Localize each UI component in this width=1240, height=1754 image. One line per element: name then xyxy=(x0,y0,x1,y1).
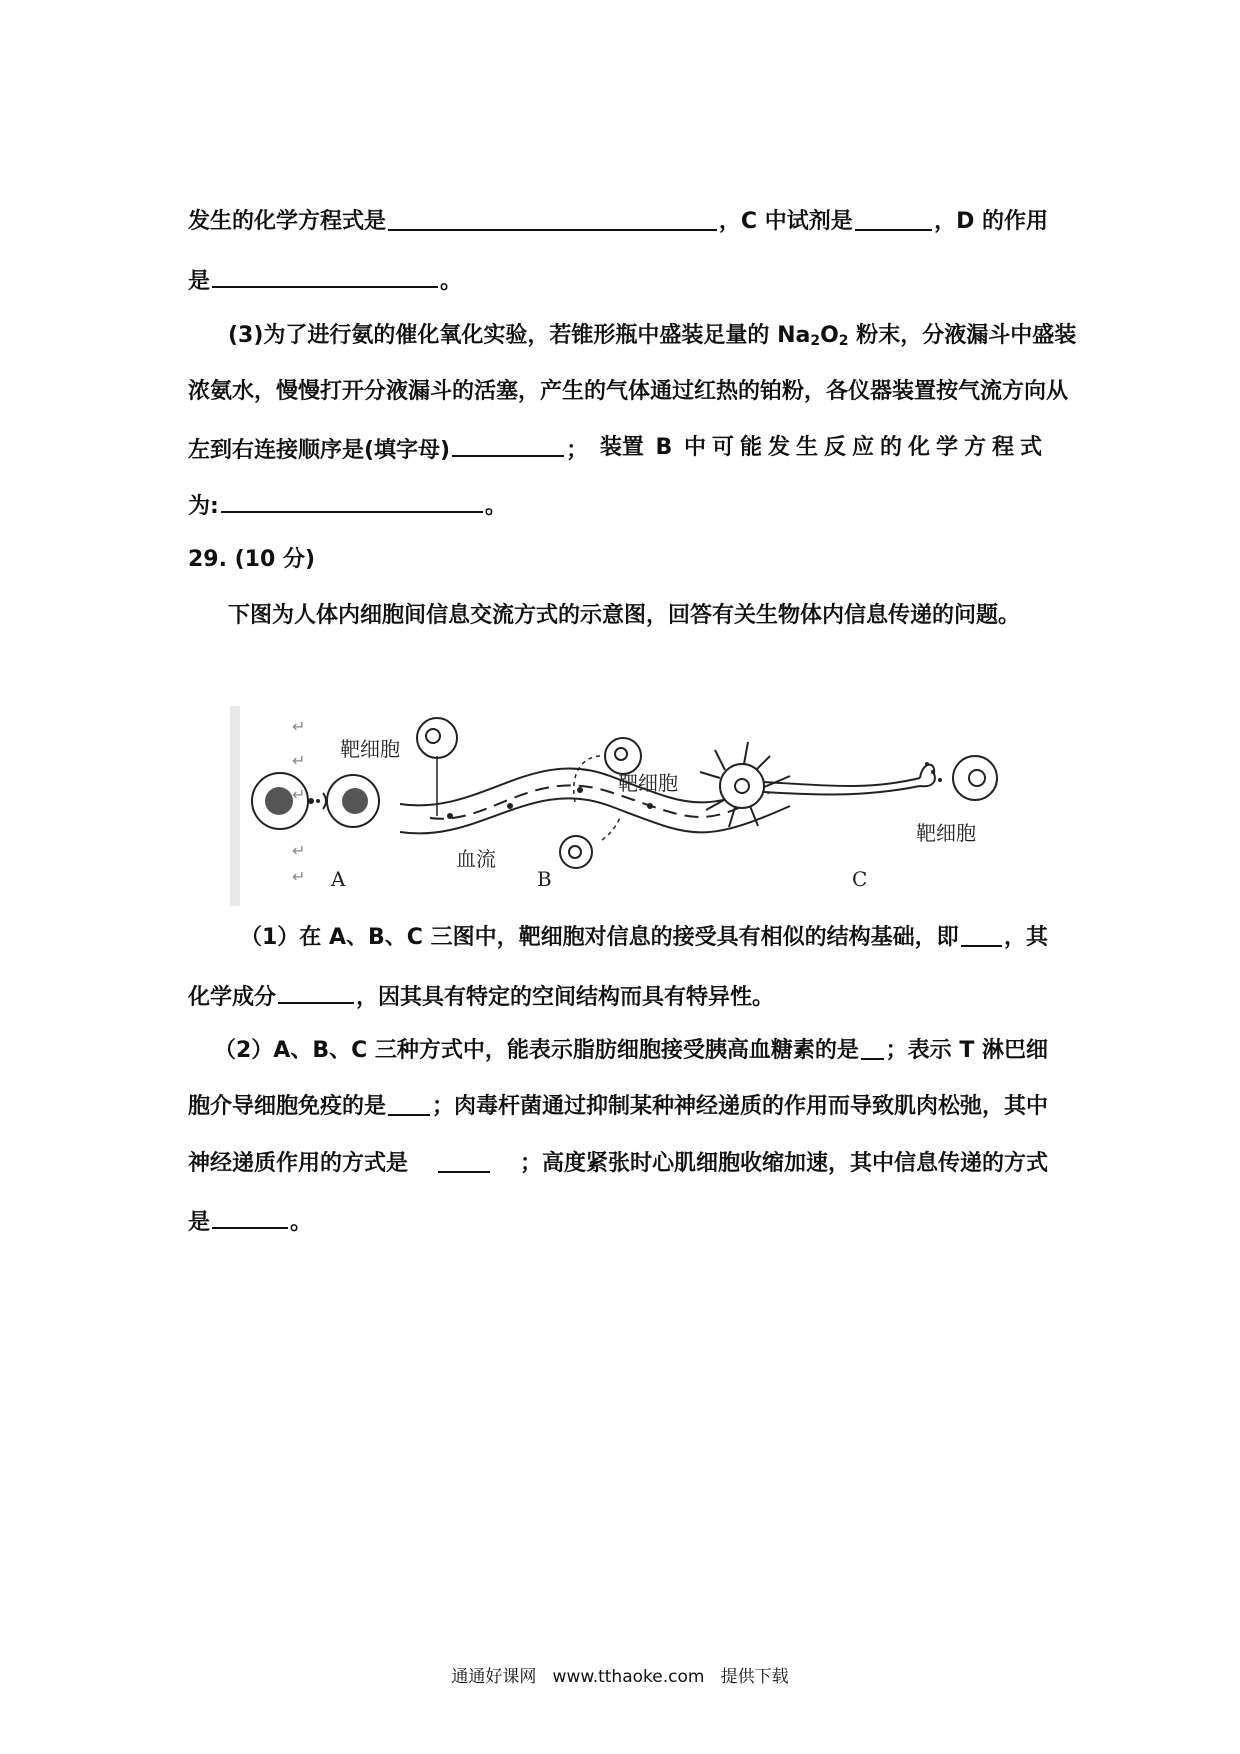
q29-2-text: 神经递质作用的方式是 xyxy=(188,1151,409,1176)
cell-nucleus xyxy=(615,748,627,760)
q28-3-word: 中可能发生反应的化学方程式 xyxy=(683,435,1048,460)
signal-path xyxy=(574,756,602,802)
target-cell-label: 靶细胞 xyxy=(340,737,400,761)
q28-3-text: O xyxy=(820,323,839,348)
q28-text: ，C 中试剂是 xyxy=(718,209,853,234)
q28-text: 发生的化学方程式是 xyxy=(188,209,387,234)
panel-label-b: B xyxy=(537,867,552,891)
return-mark: ↵ xyxy=(292,841,306,860)
answer-blank[interactable] xyxy=(861,1036,884,1060)
target-cell xyxy=(560,836,592,868)
panel-c xyxy=(700,742,997,891)
footer-url[interactable]: www.tthaoke.com xyxy=(552,1667,705,1687)
cell-nucleus xyxy=(265,787,293,815)
q28-text: ，D 的作用 xyxy=(934,209,1048,234)
figure-left-edge xyxy=(230,706,240,906)
q29-heading: 29. (10 分) xyxy=(188,547,316,572)
cell-signaling-figure xyxy=(230,706,1090,906)
hormone-dot xyxy=(447,813,453,819)
q28-line-1 xyxy=(188,207,1048,237)
q29-1-text: ，其 xyxy=(1003,925,1048,950)
q29-intro: 下图为人体内细胞间信息交流方式的示意图，回答有关生物体内信息传递的问题。 xyxy=(228,603,1021,628)
q28-text: 是 xyxy=(188,269,211,294)
q28-3-text-a: 左到右连接顺序是(填字母) xyxy=(188,438,451,463)
cell-nucleus xyxy=(969,770,985,786)
q28-3-text: 浓氨水，慢慢打开分液漏斗的活塞，产生的气体通过红热的铂粉，各仪器装置按气流方向从 xyxy=(188,379,1069,404)
answer-blank[interactable] xyxy=(438,1149,490,1173)
neuron-body xyxy=(720,764,764,808)
q29-1-text: （1）在 A、B、C 三图中，靶细胞对信息的接受具有相似的结构基础，即 xyxy=(240,925,959,950)
q28-3-line-1 xyxy=(228,321,1077,356)
target-cell xyxy=(605,738,641,774)
q29-1-line-1 xyxy=(240,923,1048,953)
q29-2-line-3 xyxy=(188,1149,1048,1179)
subscript: 2 xyxy=(838,333,849,349)
axon xyxy=(764,778,920,786)
panel-label-a: A xyxy=(331,867,346,891)
answer-blank[interactable] xyxy=(212,264,438,288)
hormone-dot xyxy=(507,803,513,809)
q28-3-text-b: ； xyxy=(566,438,589,463)
q28-3-text: (3)为了进行氨的催化氧化实验，若锥形瓶中盛装足量的 Na xyxy=(228,323,811,348)
q28-text: 。 xyxy=(440,269,463,294)
answer-blank[interactable] xyxy=(452,433,564,457)
q28-3-line-2 xyxy=(188,377,1069,407)
target-cell-label: 靶细胞 xyxy=(916,821,976,845)
signal-dot xyxy=(308,798,314,804)
q28-3-text: 粉末，分液漏斗中盛装 xyxy=(848,323,1077,348)
q28-3-text: 。 xyxy=(484,494,507,519)
cell-nucleus xyxy=(569,846,581,858)
q29-2-line-1 xyxy=(214,1036,1048,1066)
hormone-dot xyxy=(577,787,583,793)
answer-blank[interactable] xyxy=(388,1092,430,1116)
answer-blank[interactable] xyxy=(221,489,483,513)
target-cell-label: 靶细胞 xyxy=(618,771,678,795)
secreting-cell xyxy=(417,718,457,758)
vesicle xyxy=(938,778,942,782)
q28-line-2 xyxy=(188,264,1048,297)
q29-1-line-2 xyxy=(188,980,1048,1013)
q28-3-line-4 xyxy=(188,489,1048,522)
q29-1-text: 化学成分 xyxy=(188,985,277,1010)
q29-2-text: ；表示 T 淋巴细 xyxy=(885,1038,1048,1063)
q29-2-text: 胞介导细胞免疫的是 xyxy=(188,1094,387,1119)
target-cell xyxy=(953,756,997,800)
axon xyxy=(764,786,920,794)
q28-3-text xyxy=(188,433,588,466)
q29-2-text: ；肉毒杆菌通过抑制某种神经递质的作用而导致肌肉松弛，其中 xyxy=(431,1094,1048,1119)
receptor xyxy=(323,793,326,809)
q28-3-text: 为: xyxy=(188,494,219,519)
q29-2-line-2 xyxy=(188,1092,1048,1122)
q28-3-word: 装置 xyxy=(599,435,644,460)
q29-2-line-4 xyxy=(188,1205,1048,1238)
signal-dot xyxy=(316,799,320,803)
answer-blank[interactable] xyxy=(961,923,1002,947)
hormone-dot xyxy=(647,803,653,809)
page-footer xyxy=(0,1662,1240,1687)
q29-2-text: （2）A、B、C 三种方式中，能表示脂肪细胞接受胰高血糖素的是 xyxy=(214,1038,859,1063)
vesicle xyxy=(931,770,935,774)
cell-nucleus xyxy=(342,788,368,814)
cell-nucleus xyxy=(426,729,440,743)
return-mark: ↵ xyxy=(292,785,306,804)
q29-2-text: 。 xyxy=(290,1210,313,1235)
return-mark: ↵ xyxy=(292,751,306,770)
q28-3-word: B xyxy=(655,435,673,460)
footer-suffix: 提供下载 xyxy=(720,1667,789,1687)
answer-blank[interactable] xyxy=(388,207,717,231)
subscript: 2 xyxy=(810,333,821,349)
panel-label-c: C xyxy=(852,867,868,891)
return-mark: ↵ xyxy=(292,867,306,886)
axon-terminal xyxy=(920,765,935,787)
footer-site-name: 通通好课网 xyxy=(451,1667,537,1687)
answer-blank[interactable] xyxy=(212,1205,288,1229)
answer-blank[interactable] xyxy=(278,980,354,1004)
vesicle xyxy=(925,762,929,766)
answer-blank[interactable] xyxy=(855,207,932,231)
panel-a xyxy=(252,737,400,891)
signal-path xyxy=(602,818,620,840)
q29-2-text: ；高度紧张时心肌细胞收缩加速，其中信息传递的方式 xyxy=(519,1151,1048,1176)
blood-flow-label: 血流 xyxy=(456,847,496,871)
q29-2-text: 是 xyxy=(188,1210,211,1235)
return-mark: ↵ xyxy=(292,717,306,736)
q29-1-text: ，因其具有特定的空间结构而具有特异性。 xyxy=(356,985,775,1010)
q28-3-line-3 xyxy=(188,433,1048,466)
